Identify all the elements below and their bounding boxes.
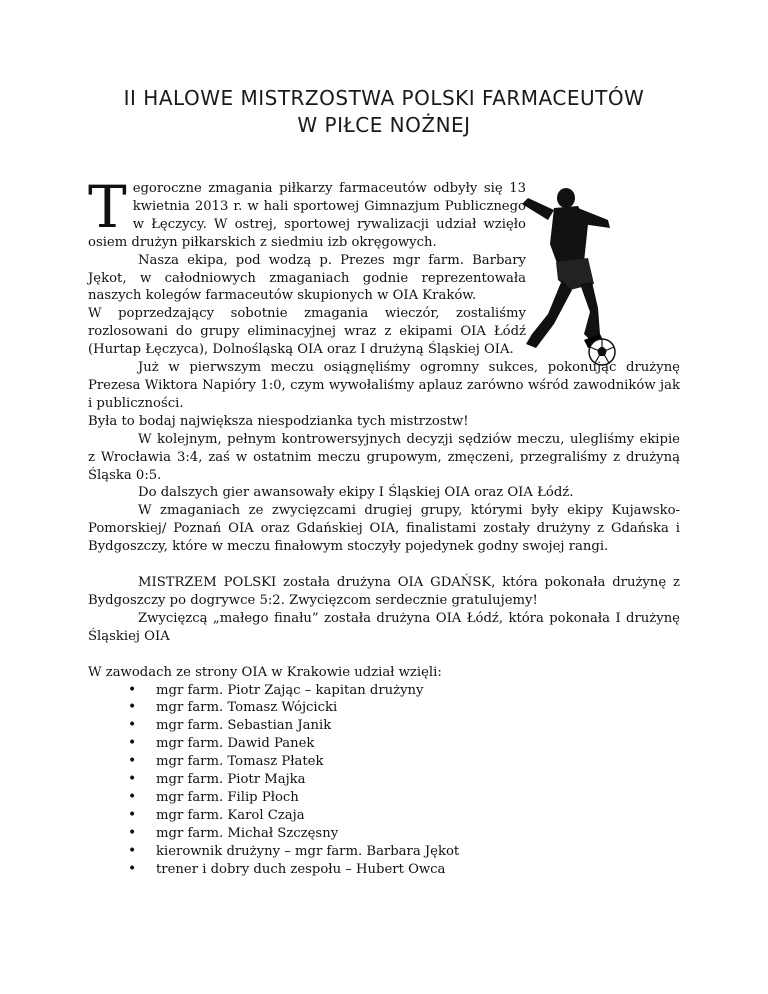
spacer [88,556,680,574]
article-body [88,173,680,879]
list-item: • trener i dobry duch zespołu – Hubert Owca [128,861,680,879]
list-item: • mgr farm. Tomasz Wójcicki [128,699,680,717]
paragraph-10: Zwycięzcą „małego finału” została drużyna OIA Łódź, która pokonała I drużynę Śląskiej OIA [88,610,680,644]
paragraph-3: W poprzedzający sobotnie zmagania wieczór, zostaliśmy rozlosowani do grupy eliminacyjnej wraz z ekipami OIA Łódź (Hurtap Łęczyca), Dolnośląską OIA oraz I drużyną Śląskiej OIA. [88,306,526,358]
article-title-line2: W PIŁCE NOŻNEJ [297,113,471,137]
paragraph-2: Nasza ekipa, pod wodzą p. Prezes mgr farm. Barbary Jękot, w całodniowych zmaganiach godnie reprezentowała naszych kolegów farmaceutów skupionych w OIA Kraków. [88,252,526,304]
paragraph-5: Była to bodaj największa niespodzianka tych mistrzostw! [88,413,469,429]
list-item: • mgr farm. Piotr Zając – kapitan drużyny [128,682,680,700]
list-item: • mgr farm. Piotr Majka [128,771,680,789]
wrapped-section [88,173,526,359]
article-title-line1: II HALOWE MISTRZOSTWA POLSKI FARMACEUTÓW [123,86,645,110]
list-item: • kierownik drużyny – mgr farm. Barbara Jękot [128,843,680,861]
list-item: • mgr farm. Tomasz Płatek [128,753,680,771]
drop-cap: T [88,173,127,241]
paragraph-1 [88,173,526,252]
paragraph-4: Już w pierwszym meczu osiągnęliśmy ogromny sukces, pokonując drużynę Prezesa Wiktora Napióry 1:0, czym wywołaliśmy aplauz zarówno wśród zawodników jak i publiczności. [88,360,680,411]
list-item: • mgr farm. Filip Płoch [128,789,680,807]
paragraph-9: MISTRZEM POLSKI została drużyna OIA GDAŃSK, która pokonała drużynę z Bydgoszczy po dogrywce 5:2. Zwycięzcom serdecznie gratulujemy! [88,575,680,608]
list-item: • mgr farm. Karol Czaja [128,807,680,825]
list-item: • mgr farm. Dawid Panek [128,735,680,753]
participants-list [88,682,680,879]
paragraph-7: Do dalszych gier awansowały ekipy I Śląskiej OIA oraz OIA Łódź. [138,485,574,501]
spacer [88,646,680,664]
paragraph-8: W zmaganiach ze zwycięzcami drugiej grupy, którymi były ekipy Kujawsko-Pomorskiej/ Poznań OIA oraz Gdańskiej OIA, finalistami zostały drużyny z Gdańska i Bydgoszczy, które w meczu finałowym stoczyły pojedynek godny swojej rangi. [88,503,680,555]
paragraph-6: W kolejnym, pełnym kontrowersyjnych decyzji sędziów meczu, ulegliśmy ekipie z Wrocławia 3:4, zaś w ostatnim meczu grupowym, zmęczeni, przegraliśmy z drużyną Śląska 0:5. [88,431,680,483]
paragraph-1-text: egoroczne zmagania piłkarzy farmaceutów odbyły się 13 kwietnia 2013 r. w hali sportowej Gimnazjum Publicznego w Łęczycy. W ostrej, sportowej rywalizacji udział wzięło osiem drużyn piłkarskich z siedmiu izb okręgowych. [88,181,526,250]
list-item: • mgr farm. Michał Szczęsny [128,825,680,843]
list-item: • mgr farm. Sebastian Janik [128,717,680,735]
list-intro: W zawodach ze strony OIA w Krakowie udział wzięli: [88,664,442,680]
